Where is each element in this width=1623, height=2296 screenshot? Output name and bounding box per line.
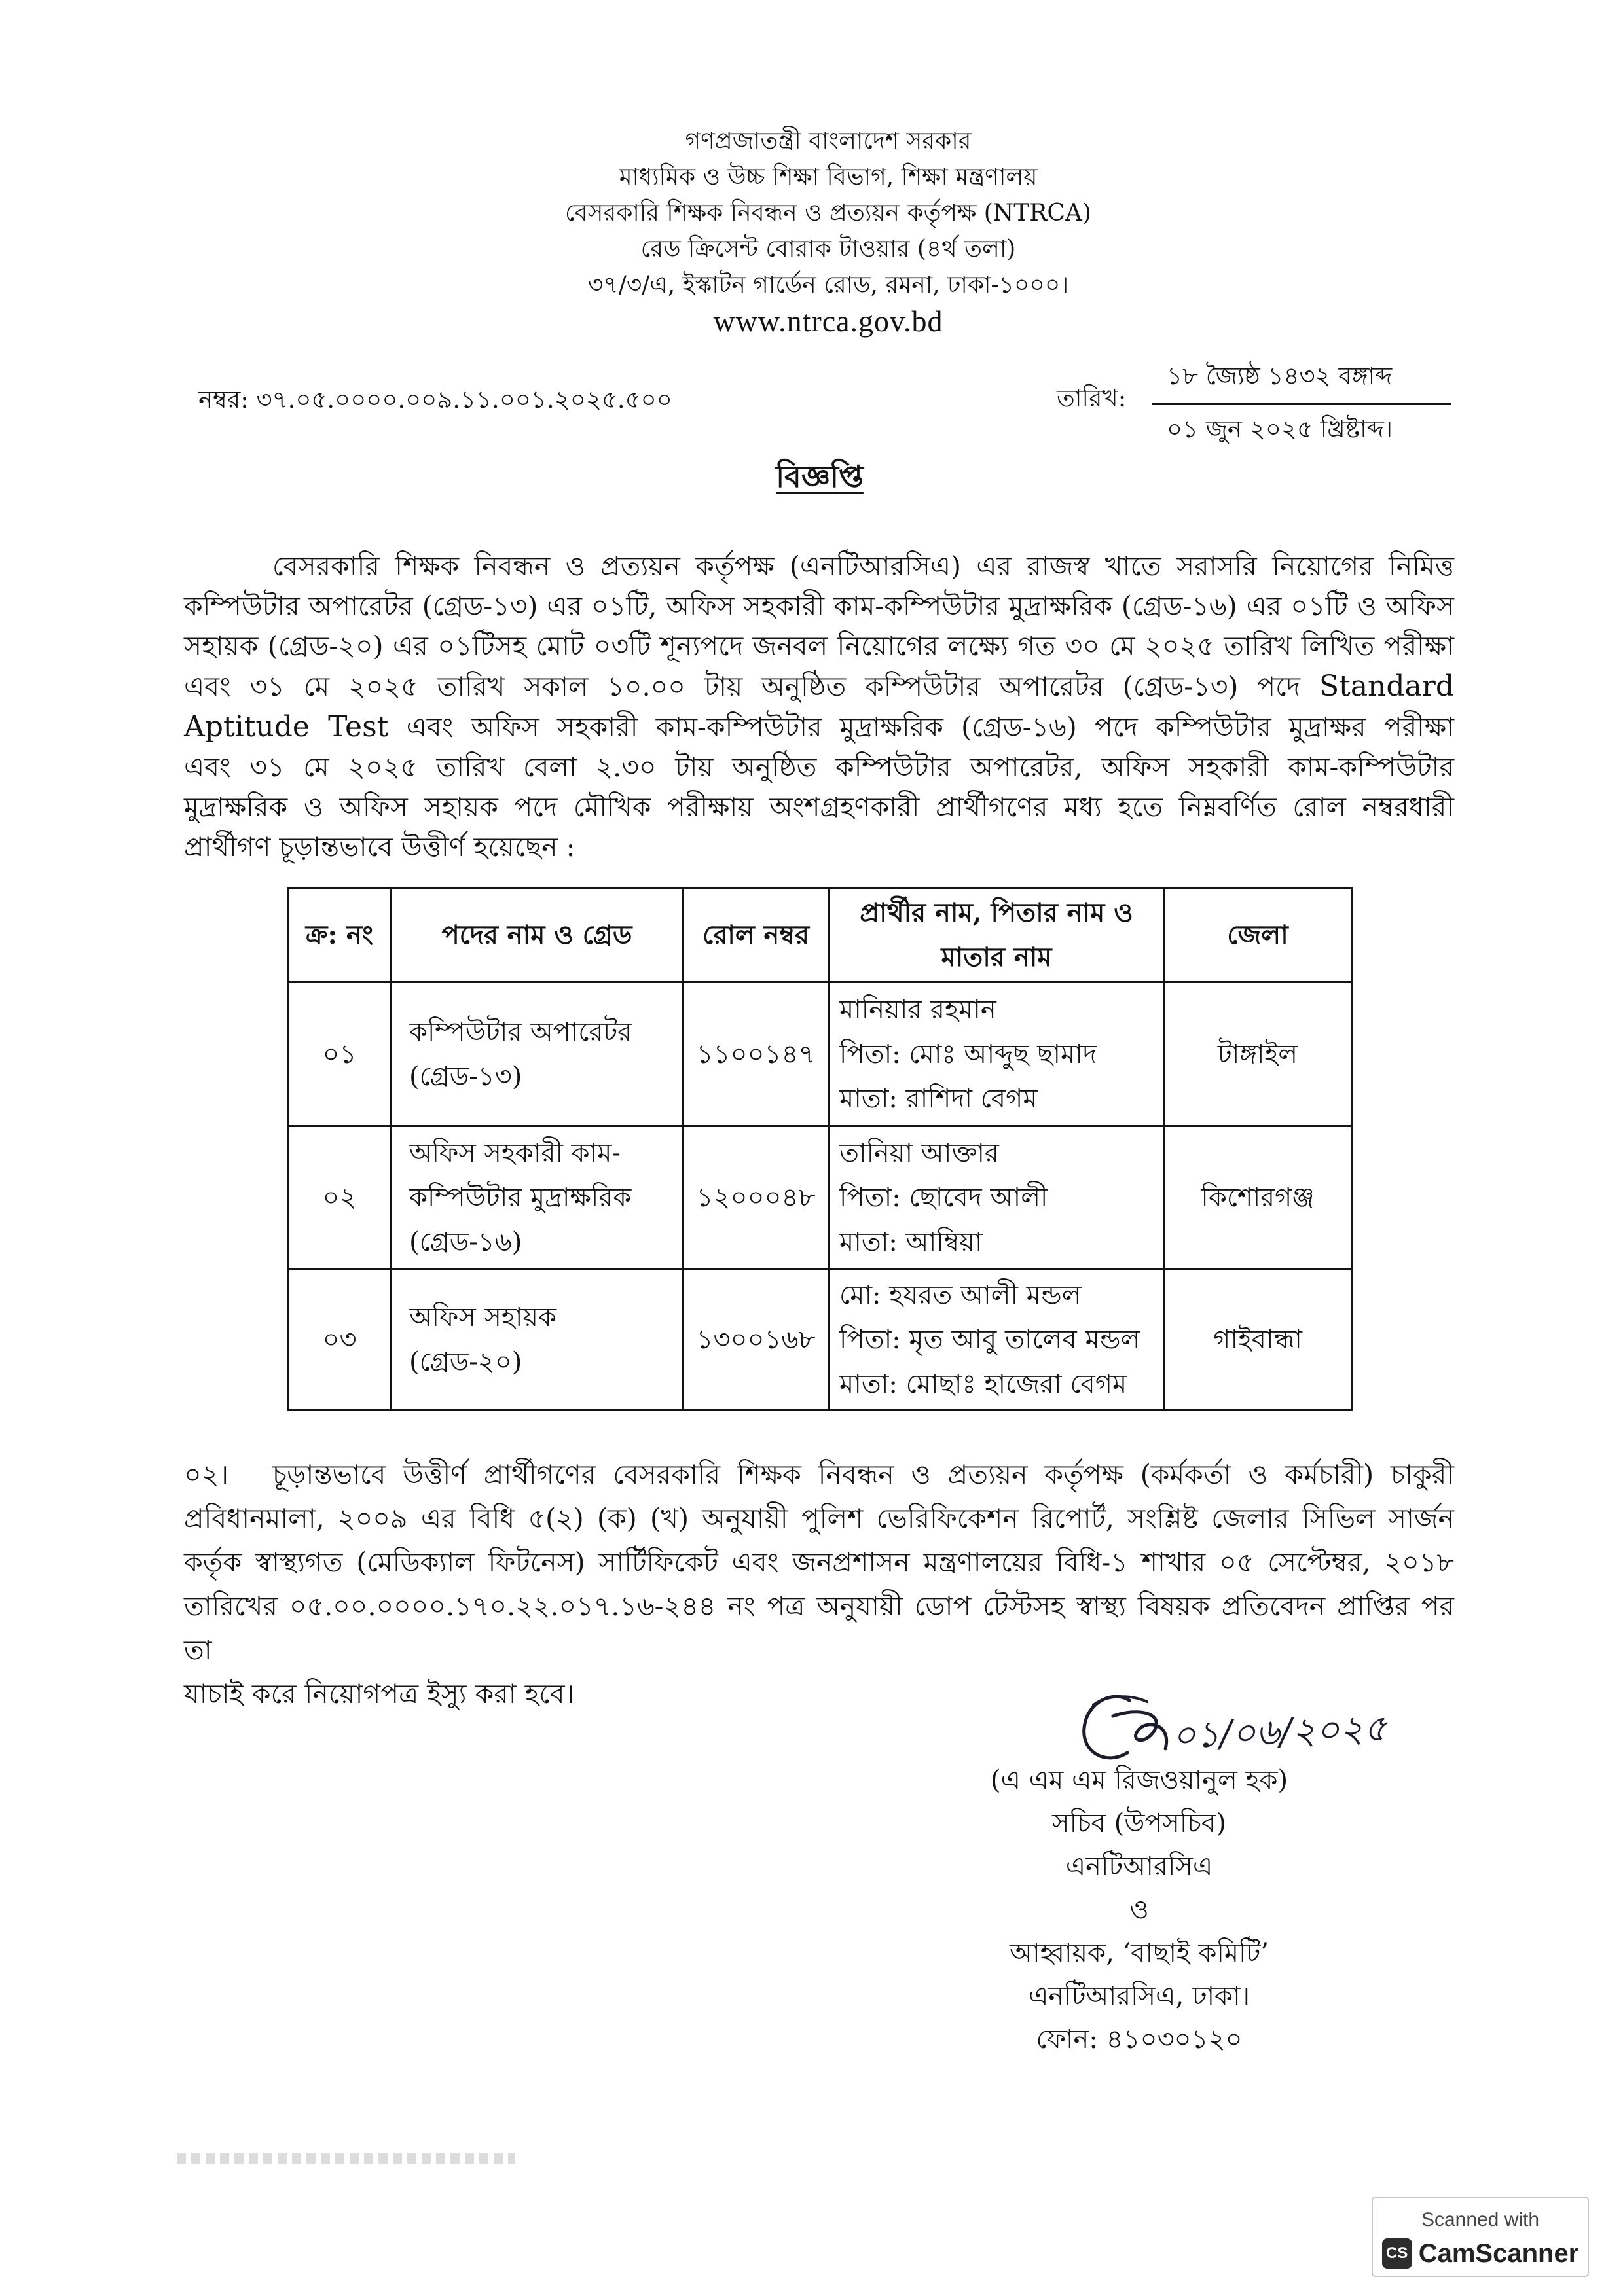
cell-roll: ১৩০০১৬৮ (683, 1269, 830, 1410)
post-grade: (গ্রেড-১৩) (409, 1061, 522, 1092)
candidate-mother: মাতা: রাশিদা বেগম (839, 1083, 1038, 1114)
cell-district: গাইবান্ধা (1164, 1269, 1352, 1410)
cell-candidate (830, 982, 1164, 1126)
paragraph-line-text: চূড়ান্তভাবে উত্তীর্ণ প্রার্থীগণের বেসরকারি শিক্ষক নিবন্ধন ও প্রত্যয়ন কর্তৃপক্ষ (কর্মকর্তা ও কর্মচারী) চাকুরী (272, 1459, 1454, 1490)
paragraph-line: প্রার্থীগণ চূড়ান্তভাবে উত্তীর্ণ হয়েছেন : (184, 831, 575, 863)
paragraph-line: কম্পিউটার অপারেটর (গ্রেড-১৩) এর ০১টি, অফিস সহকারী কাম-কম্পিউটার মুদ্রাক্ষরিক (গ্রেড-১৬) এর ০১টি ও অফিস (184, 590, 1454, 622)
header-candidate (830, 888, 1164, 982)
date-label: তারিখ: (1057, 384, 1127, 412)
cell-post (392, 1126, 683, 1269)
letterhead-line-building: রেড ক্রিসেন্ট বোরাক টাওয়ার (৪র্থ তলা) (640, 236, 1016, 262)
candidate-father: পিতা: মৃত আবু তালেব মন্ডল (839, 1324, 1140, 1355)
candidate-father: পিতা: ছোবেদ আলী (839, 1182, 1048, 1213)
post-line: অফিস সহায়ক (409, 1302, 557, 1333)
date-gregorian: ০১ জুন ২০২৫ খ্রিষ্টাব্দ। (1167, 415, 1393, 443)
results-table (287, 887, 1353, 1411)
post-line: অফিস সহকারী কাম- (409, 1138, 621, 1168)
cell-post (392, 982, 683, 1126)
candidate-name: মানিয়ার রহমান (839, 994, 996, 1025)
header-roll-number: রোল নম্বর (683, 888, 830, 982)
post-grade: (গ্রেড-২০) (409, 1346, 522, 1377)
cell-district: টাঙ্গাইল (1164, 982, 1352, 1126)
cell-roll: ১১০০১৪৭ (683, 982, 830, 1126)
candidate-name: মো: হযরত আলী মন্ডল (839, 1280, 1082, 1310)
paragraph-line: বেসরকারি শিক্ষক নিবন্ধন ও প্রত্যয়ন কর্তৃপক্ষ (এনটিআরসিএ) এর রাজস্ব খাতে সরাসরি নিয়োগের নিমিত্ত (272, 550, 1454, 582)
paragraph-line: মুদ্রাক্ষরিক ও অফিস সহায়ক পদে মৌখিক পরীক্ষায় অংশগ্রহণকারী প্রার্থীগণের মধ্য হতে নিম্নবর্ণিত রোল নম্বরধারী (184, 791, 1454, 823)
paragraph-line (184, 666, 1454, 707)
watermark-caption: Scanned with (1421, 2209, 1540, 2231)
table-header-row (288, 888, 1352, 982)
signatory-designation: সচিব (উপসচিব) (1052, 1808, 1226, 1839)
letterhead-line-government: গণপ্রজাতন্ত্রী বাংলাদেশ সরকার (685, 128, 972, 154)
english-term: Aptitude Test (184, 710, 389, 744)
memo-number: নম্বর: ৩৭.০৫.০০০০.০০৯.১১.০০১.২০২৫.৫০০ (198, 386, 672, 414)
candidate-name: তানিয়া আক্তার (839, 1138, 999, 1168)
signatory-organization: এনটিআরসিএ (1065, 1852, 1213, 1882)
watermark-brand: CamScanner (1418, 2239, 1579, 2268)
cell-candidate (830, 1126, 1164, 1269)
paragraph-line: প্রবিধানমালা, ২০০৯ এর বিধি ৫(২) (ক) (খ) অনুযায়ী পুলিশ ভেরিফিকেশন রিপোর্ট, সংশ্লিষ্ট জেলার সিভিল সার্জন (184, 1503, 1454, 1534)
candidate-father: পিতা: মোঃ আব্দুছ ছামাদ (839, 1039, 1097, 1069)
camscanner-watermark (1372, 2197, 1589, 2277)
cell-serial: ০৩ (288, 1269, 392, 1410)
table-row (288, 982, 1352, 1126)
letterhead-line-authority: বেসরকারি শিক্ষক নিবন্ধন ও প্রত্যয়ন কর্তৃপক্ষ (NTRCA) (565, 200, 1091, 226)
notice-paragraph-1 (184, 547, 1454, 867)
signatory-office: এনটিআরসিএ, ঢাকা। (1028, 1981, 1250, 2011)
table-row (288, 1269, 1352, 1410)
signatory-committee-role: আহ্বায়ক, ‘বাছাই কমিটি’ (1009, 1938, 1269, 1968)
header-candidate-line: প্রার্থীর নাম, পিতার নাম ও (860, 897, 1133, 928)
header-candidate-line: মাতার নাম (941, 941, 1052, 973)
candidate-mother: মাতা: আম্বিয়া (839, 1227, 983, 1257)
paragraph-line-text: এবং ৩১ মে ২০২৫ তারিখ সকাল ১০.০০ টায় অনুষ্ঠিত কম্পিউটার অপারেটর (গ্রেড-১৩) পদে (184, 671, 1301, 702)
cell-district: কিশোরগঞ্জ (1164, 1126, 1352, 1269)
signatory-name: (এ এম এম রিজওয়ানুল হক) (990, 1765, 1288, 1795)
header-district: জেলা (1164, 888, 1352, 982)
candidate-mother: মাতা: মোছাঃ হাজেরা বেগম (839, 1369, 1127, 1399)
signatory-conjunction: ও (1129, 1895, 1149, 1925)
paragraph-line: কর্তৃক স্বাস্থ্যগত (মেডিক্যাল ফিটনেস) সার্টিফিকেট এবং জনপ্রশাসন মন্ত্রণালয়ের বিধি-১ শাখার ০৫ সেপ্টেম্বর, ২০১৮ (184, 1547, 1454, 1578)
header-post-grade: পদের নাম ও গ্রেড (392, 888, 683, 982)
cell-serial: ০২ (288, 1126, 392, 1269)
cell-serial: ০১ (288, 982, 392, 1126)
paragraph-line: সহায়ক (গ্রেড-২০) এর ০১টিসহ মোট ০৩টি শূন্যপদে জনবল নিয়োগের লক্ষ্যে গত ৩০ মে ২০২৫ তারিখ লিখিত পরীক্ষা (184, 630, 1454, 662)
paragraph-line: এবং ৩১ মে ২০২৫ তারিখ বেলা ২.৩০ টায় অনুষ্ঠিত কম্পিউটার অপারেটর, অফিস সহকারী কাম-কম্পিউটার (184, 751, 1454, 783)
signature-stroke (1084, 1696, 1129, 1758)
cell-roll: ১২০০০৪৮ (683, 1126, 830, 1269)
camscanner-logo-icon: CS (1382, 2238, 1412, 2269)
letterhead (34, 123, 1622, 339)
signature-stroke (1093, 1696, 1147, 1705)
letterhead-website: www.ntrca.gov.bd (713, 304, 943, 338)
header-serial: ক্র: নং (288, 888, 392, 982)
letterhead-line-division: মাধ্যমিক ও উচ্চ শিক্ষা বিভাগ, শিক্ষা মন্ত্রণালয় (619, 164, 1038, 190)
signature-stroke (1113, 1712, 1167, 1749)
post-line: কম্পিউটার অপারেটর (409, 1016, 632, 1047)
paragraph-line (184, 707, 1454, 747)
english-term: Standard (1319, 670, 1454, 703)
footer-file-path-smudge (177, 2153, 515, 2164)
post-line: কম্পিউটার মুদ্রাক্ষরিক (409, 1182, 632, 1213)
paragraph-number: ০২। (184, 1459, 228, 1490)
paragraph-line: তারিখের ০৫.০০.০০০০.১৭০.২২.০১৭.১৬-২৪৪ নং পত্র অনুযায়ী ডোপ টেস্টসহ স্বাস্থ্য বিষয়ক প্রতিবেদন প্রাপ্তির পর তা (184, 1590, 1454, 1666)
post-grade: (গ্রেড-১৬) (409, 1227, 522, 1257)
notice-title: বিজ্ঞপ্তি (776, 459, 864, 494)
paragraph-line-text: এবং অফিস সহকারী কাম-কম্পিউটার মুদ্রাক্ষরিক (গ্রেড-১৬) পদে কম্পিউটার মুদ্রাক্ষর পরীক্ষা (406, 711, 1454, 743)
cell-candidate (830, 1269, 1164, 1410)
watermark-logo-row (1373, 2237, 1588, 2270)
signature-handwritten-date: ০১/০৬/২০২৫ (1171, 1707, 1388, 1757)
date-block (1152, 359, 1451, 447)
cell-post (392, 1269, 683, 1410)
signatory-block (943, 1759, 1336, 2061)
paragraph-line (184, 1453, 1454, 1497)
table-row (288, 1126, 1352, 1269)
signatory-phone: ফোন: ৪১০৩০১২০ (1036, 2024, 1243, 2054)
letterhead-line-address: ৩৭/৩/এ, ইস্কাটন গার্ডেন রোড, রমনা, ঢাকা-১০০০। (587, 272, 1069, 298)
date-bangla: ১৮ জ্যৈষ্ঠ ১৪৩২ বঙ্গাব্দ (1152, 359, 1451, 405)
paragraph-line: যাচাই করে নিয়োগপত্র ইস্যু করা হবে। (184, 1678, 575, 1710)
